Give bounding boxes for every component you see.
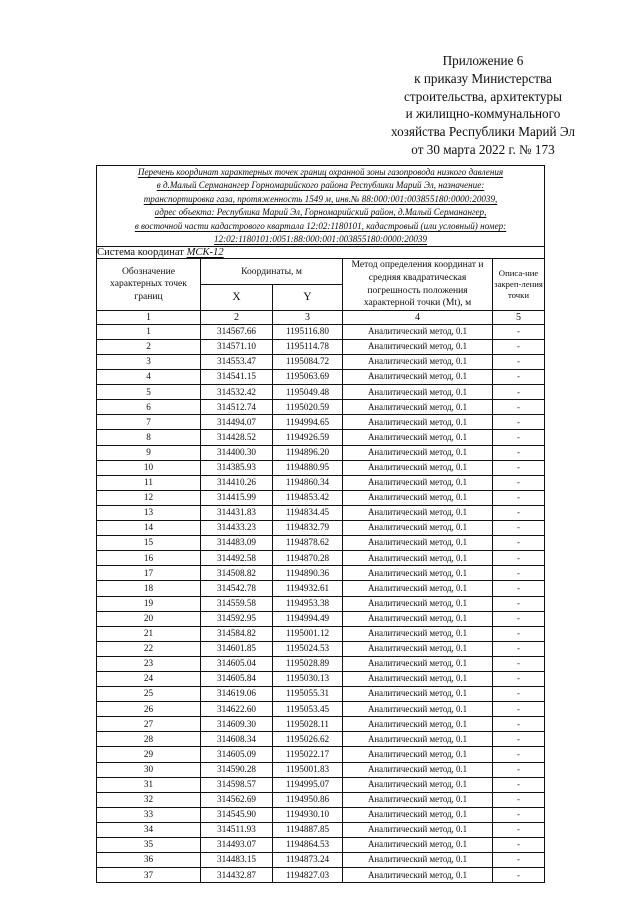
table-row	[97, 807, 545, 822]
table-body	[97, 324, 545, 882]
cell-method: Аналитический метод, 0.1	[343, 400, 493, 415]
cell-coordinate-x: 314545.90	[201, 807, 273, 822]
title-line-4: адрес объекта: Республика Марий Эл, Горномарийский район, д.Малый Серманангер,	[154, 207, 487, 218]
cell-point-number: 18	[97, 581, 201, 596]
table-row	[97, 868, 545, 883]
cell-coordinate-x: 314562.69	[201, 792, 273, 807]
table-row	[97, 521, 545, 536]
cell-point-number: 17	[97, 566, 201, 581]
cell-point-number: 32	[97, 792, 201, 807]
cell-method: Аналитический метод, 0.1	[343, 385, 493, 400]
cell-coordinate-y: 1194873.24	[273, 853, 343, 868]
table-row	[97, 732, 545, 747]
cell-coordinate-y: 1194890.36	[273, 566, 343, 581]
cell-method: Аналитический метод, 0.1	[343, 838, 493, 853]
table-row	[97, 445, 545, 460]
table-row	[97, 777, 545, 792]
cell-coordinate-y: 1194832.79	[273, 521, 343, 536]
cell-method: Аналитический метод, 0.1	[343, 626, 493, 641]
cell-point-number: 34	[97, 822, 201, 837]
cell-description: -	[493, 445, 545, 460]
cell-method: Аналитический метод, 0.1	[343, 777, 493, 792]
cell-description: -	[493, 732, 545, 747]
cell-method: Аналитический метод, 0.1	[343, 747, 493, 762]
cell-method: Аналитический метод, 0.1	[343, 536, 493, 551]
cell-coordinate-y: 1195028.89	[273, 656, 343, 671]
header-line-ministry-1: строительства, архитектуры	[404, 88, 562, 104]
cell-point-number: 9	[97, 445, 201, 460]
cell-point-number: 1	[97, 324, 201, 339]
header-line-ministry-2: и жилищно-коммунального	[405, 106, 561, 122]
cell-method: Аналитический метод, 0.1	[343, 717, 493, 732]
cell-description: -	[493, 566, 545, 581]
cell-coordinate-y: 1194994.65	[273, 415, 343, 430]
table-row	[97, 400, 545, 415]
cell-point-number: 14	[97, 521, 201, 536]
cell-coordinate-x: 314385.93	[201, 460, 273, 475]
cell-point-number: 20	[97, 611, 201, 626]
cell-point-number: 10	[97, 460, 201, 475]
cell-coordinate-x: 314605.09	[201, 747, 273, 762]
cell-point-number: 30	[97, 762, 201, 777]
cell-coordinate-y: 1195063.69	[273, 370, 343, 385]
cell-coordinate-y: 1194860.34	[273, 475, 343, 490]
table-row	[97, 566, 545, 581]
cell-point-number: 4	[97, 370, 201, 385]
cell-description: -	[493, 536, 545, 551]
column-number-3: 3	[273, 310, 343, 324]
cell-point-number: 11	[97, 475, 201, 490]
header-designation: Обозначение характерных точек границ	[97, 259, 201, 310]
cell-coordinate-y: 1194930.10	[273, 807, 343, 822]
cell-coordinate-y: 1194834.45	[273, 505, 343, 520]
column-number-2: 2	[201, 310, 273, 324]
table-row	[97, 324, 545, 339]
table-row	[97, 475, 545, 490]
cell-description: -	[493, 717, 545, 732]
cell-coordinate-x: 314608.34	[201, 732, 273, 747]
table-row	[97, 355, 545, 370]
cell-coordinate-x: 314542.78	[201, 581, 273, 596]
cell-coordinate-x: 314605.84	[201, 671, 273, 686]
cell-coordinate-y: 1194887.85	[273, 822, 343, 837]
table-row	[97, 551, 545, 566]
table-title-row	[97, 166, 545, 247]
table-row	[97, 385, 545, 400]
cell-method: Аналитический метод, 0.1	[343, 792, 493, 807]
cell-method: Аналитический метод, 0.1	[343, 339, 493, 354]
column-number-4: 4	[343, 310, 493, 324]
cell-description: -	[493, 853, 545, 868]
cell-description: -	[493, 370, 545, 385]
cell-coordinate-x: 314433.23	[201, 521, 273, 536]
coordinates-table	[96, 165, 545, 883]
table-row	[97, 641, 545, 656]
cell-point-number: 19	[97, 596, 201, 611]
cell-method: Аналитический метод, 0.1	[343, 475, 493, 490]
cell-coordinate-x: 314622.60	[201, 702, 273, 717]
cell-point-number: 7	[97, 415, 201, 430]
cell-point-number: 5	[97, 385, 201, 400]
cell-method: Аналитический метод, 0.1	[343, 656, 493, 671]
cell-point-number: 36	[97, 853, 201, 868]
cell-coordinate-x: 314511.93	[201, 822, 273, 837]
column-number-5: 5	[493, 310, 545, 324]
cell-coordinate-x: 314432.87	[201, 868, 273, 883]
cell-description: -	[493, 702, 545, 717]
title-line-5: в восточной части кадастрового квартала 12:02:1180101, кадастровый (или условный) номер:	[134, 220, 507, 231]
table-row	[97, 822, 545, 837]
cell-coordinate-y: 1194995.07	[273, 777, 343, 792]
cell-coordinate-x: 314400.30	[201, 445, 273, 460]
cell-coordinate-x: 314605.04	[201, 656, 273, 671]
coordinate-system-row	[97, 247, 545, 259]
cell-coordinate-x: 314598.57	[201, 777, 273, 792]
cell-description: -	[493, 596, 545, 611]
cell-point-number: 29	[97, 747, 201, 762]
cell-description: -	[493, 521, 545, 536]
cell-coordinate-y: 1194827.03	[273, 868, 343, 883]
table-row	[97, 536, 545, 551]
cell-coordinate-x: 314415.99	[201, 490, 273, 505]
cell-point-number: 27	[97, 717, 201, 732]
cell-description: -	[493, 626, 545, 641]
title-line-6: 12:02:1180101:0051:88:000:001:003855180:0000:20039	[214, 234, 428, 245]
cell-coordinate-y: 1195028.11	[273, 717, 343, 732]
cell-point-number: 33	[97, 807, 201, 822]
cell-point-number: 23	[97, 656, 201, 671]
cell-method: Аналитический метод, 0.1	[343, 596, 493, 611]
table-row	[97, 853, 545, 868]
cell-coordinate-y: 1195020.59	[273, 400, 343, 415]
cell-coordinate-y: 1194953.38	[273, 596, 343, 611]
table-row	[97, 656, 545, 671]
cell-coordinate-x: 314541.15	[201, 370, 273, 385]
table-row	[97, 762, 545, 777]
cell-coordinate-x: 314559.58	[201, 596, 273, 611]
cell-description: -	[493, 792, 545, 807]
header-line-republic: хозяйства Республики Марий Эл	[391, 124, 575, 140]
cell-coordinate-y: 1195030.13	[273, 671, 343, 686]
cell-point-number: 15	[97, 536, 201, 551]
cell-coordinate-x: 314571.10	[201, 339, 273, 354]
cell-coordinate-x: 314592.95	[201, 611, 273, 626]
table-row	[97, 687, 545, 702]
cell-description: -	[493, 324, 545, 339]
document-header-block	[352, 52, 614, 159]
table-row	[97, 415, 545, 430]
cell-method: Аналитический метод, 0.1	[343, 732, 493, 747]
cell-method: Аналитический метод, 0.1	[343, 641, 493, 656]
cell-method: Аналитический метод, 0.1	[343, 671, 493, 686]
cell-point-number: 12	[97, 490, 201, 505]
header-coordinates-group: Координаты, м	[201, 259, 343, 285]
cell-method: Аналитический метод, 0.1	[343, 355, 493, 370]
coordinate-system-label: Система координат	[97, 247, 184, 259]
title-line-3: транспортировка газа, протяженность 1549 м, инв.№ 88:000:001:003855180:0000:20039,	[143, 193, 498, 204]
cell-description: -	[493, 822, 545, 837]
table-row	[97, 460, 545, 475]
cell-coordinate-x: 314428.52	[201, 430, 273, 445]
cell-coordinate-x: 314483.15	[201, 853, 273, 868]
cell-description: -	[493, 475, 545, 490]
table-row	[97, 626, 545, 641]
cell-method: Аналитический метод, 0.1	[343, 566, 493, 581]
cell-coordinate-x: 314431.83	[201, 505, 273, 520]
coordinate-system-value: МСК-12	[186, 247, 224, 259]
cell-method: Аналитический метод, 0.1	[343, 853, 493, 868]
cell-point-number: 31	[97, 777, 201, 792]
table-row	[97, 490, 545, 505]
cell-method: Аналитический метод, 0.1	[343, 430, 493, 445]
cell-method: Аналитический метод, 0.1	[343, 581, 493, 596]
cell-coordinate-x: 314609.30	[201, 717, 273, 732]
title-line-1: Перечень координат характерных точек границ охранной зоны газопровода низкого давления	[137, 167, 504, 177]
cell-point-number: 8	[97, 430, 201, 445]
table-row	[97, 430, 545, 445]
cell-description: -	[493, 671, 545, 686]
cell-coordinate-x: 314553.47	[201, 355, 273, 370]
table-row	[97, 370, 545, 385]
cell-point-number: 13	[97, 505, 201, 520]
cell-coordinate-x: 314601.85	[201, 641, 273, 656]
cell-description: -	[493, 762, 545, 777]
cell-coordinate-y: 1195024.53	[273, 641, 343, 656]
header-x: X	[201, 285, 273, 311]
table-row	[97, 838, 545, 853]
table-title-cell	[97, 166, 545, 247]
cell-coordinate-x: 314619.06	[201, 687, 273, 702]
cell-description: -	[493, 490, 545, 505]
table-row	[97, 339, 545, 354]
table-row	[97, 505, 545, 520]
cell-method: Аналитический метод, 0.1	[343, 822, 493, 837]
cell-method: Аналитический метод, 0.1	[343, 415, 493, 430]
cell-coordinate-y: 1194878.62	[273, 536, 343, 551]
header-y: Y	[273, 285, 343, 311]
cell-method: Аналитический метод, 0.1	[343, 370, 493, 385]
table-row	[97, 671, 545, 686]
cell-description: -	[493, 430, 545, 445]
cell-method: Аналитический метод, 0.1	[343, 687, 493, 702]
header-description: Описа-ние закреп-ления точки	[493, 259, 545, 310]
cell-coordinate-y: 1194994.49	[273, 611, 343, 626]
cell-point-number: 22	[97, 641, 201, 656]
cell-coordinate-x: 314532.42	[201, 385, 273, 400]
cell-method: Аналитический метод, 0.1	[343, 868, 493, 883]
cell-coordinate-x: 314410.26	[201, 475, 273, 490]
cell-description: -	[493, 838, 545, 853]
cell-point-number: 24	[97, 671, 201, 686]
cell-coordinate-y: 1194880.95	[273, 460, 343, 475]
cell-method: Аналитический метод, 0.1	[343, 505, 493, 520]
cell-description: -	[493, 641, 545, 656]
cell-method: Аналитический метод, 0.1	[343, 551, 493, 566]
cell-description: -	[493, 868, 545, 883]
cell-point-number: 35	[97, 838, 201, 853]
cell-point-number: 21	[97, 626, 201, 641]
header-method: Метод определения координат и средняя квадратическая погрешность положения характерной точки (Mt), м	[343, 259, 493, 310]
cell-description: -	[493, 777, 545, 792]
cell-coordinate-y: 1194896.20	[273, 445, 343, 460]
cell-coordinate-y: 1195084.72	[273, 355, 343, 370]
cell-method: Аналитический метод, 0.1	[343, 445, 493, 460]
cell-method: Аналитический метод, 0.1	[343, 807, 493, 822]
cell-point-number: 25	[97, 687, 201, 702]
cell-coordinate-y: 1195049.48	[273, 385, 343, 400]
cell-coordinate-y: 1195001.12	[273, 626, 343, 641]
cell-coordinate-y: 1195055.31	[273, 687, 343, 702]
cell-coordinate-y: 1195022.17	[273, 747, 343, 762]
cell-point-number: 16	[97, 551, 201, 566]
table-row	[97, 747, 545, 762]
title-line-2: в д.Малый Серманангер Горномарийского района Республики Марий Эл, назначение:	[156, 180, 485, 191]
table-row	[97, 581, 545, 596]
cell-description: -	[493, 415, 545, 430]
cell-coordinate-x: 314584.82	[201, 626, 273, 641]
header-line-appendix: Приложение 6	[442, 53, 524, 68]
cell-description: -	[493, 581, 545, 596]
cell-coordinate-y: 1195114.78	[273, 339, 343, 354]
cell-description: -	[493, 339, 545, 354]
cell-description: -	[493, 807, 545, 822]
cell-point-number: 3	[97, 355, 201, 370]
cell-coordinate-x: 314492.58	[201, 551, 273, 566]
cell-method: Аналитический метод, 0.1	[343, 521, 493, 536]
cell-description: -	[493, 656, 545, 671]
cell-coordinate-y: 1194864.53	[273, 838, 343, 853]
cell-point-number: 28	[97, 732, 201, 747]
cell-coordinate-x: 314483.09	[201, 536, 273, 551]
cell-method: Аналитический метод, 0.1	[343, 490, 493, 505]
cell-coordinate-y: 1195026.62	[273, 732, 343, 747]
cell-coordinate-y: 1195053.45	[273, 702, 343, 717]
cell-description: -	[493, 460, 545, 475]
cell-coordinate-y: 1194853.42	[273, 490, 343, 505]
table-row	[97, 717, 545, 732]
table-row	[97, 596, 545, 611]
cell-coordinate-x: 314493.07	[201, 838, 273, 853]
cell-point-number: 6	[97, 400, 201, 415]
cell-coordinate-x: 314508.82	[201, 566, 273, 581]
cell-description: -	[493, 505, 545, 520]
cell-method: Аналитический метод, 0.1	[343, 611, 493, 626]
cell-coordinate-y: 1194932.61	[273, 581, 343, 596]
cell-coordinate-x: 314494.07	[201, 415, 273, 430]
coordinate-system-cell	[97, 247, 545, 259]
header-line-order: к приказу Министерства	[414, 70, 552, 86]
cell-coordinate-y: 1195116.80	[273, 324, 343, 339]
cell-method: Аналитический метод, 0.1	[343, 762, 493, 777]
table-row	[97, 792, 545, 807]
cell-point-number: 26	[97, 702, 201, 717]
cell-coordinate-y: 1194870.28	[273, 551, 343, 566]
coordinates-table-wrapper	[96, 165, 544, 883]
cell-coordinate-y: 1194950.86	[273, 792, 343, 807]
cell-method: Аналитический метод, 0.1	[343, 324, 493, 339]
cell-point-number: 37	[97, 868, 201, 883]
cell-method: Аналитический метод, 0.1	[343, 702, 493, 717]
cell-description: -	[493, 355, 545, 370]
cell-method: Аналитический метод, 0.1	[343, 460, 493, 475]
table-row	[97, 702, 545, 717]
table-column-number-row	[97, 310, 545, 324]
column-number-1: 1	[97, 310, 201, 324]
cell-coordinate-y: 1195001.83	[273, 762, 343, 777]
cell-description: -	[493, 747, 545, 762]
cell-description: -	[493, 611, 545, 626]
cell-description: -	[493, 687, 545, 702]
cell-description: -	[493, 385, 545, 400]
cell-coordinate-x: 314512.74	[201, 400, 273, 415]
cell-description: -	[493, 400, 545, 415]
cell-point-number: 2	[97, 339, 201, 354]
table-header-row-1	[97, 259, 545, 285]
cell-description: -	[493, 551, 545, 566]
header-line-date-number: от 30 марта 2022 г. № 173	[411, 141, 555, 157]
cell-coordinate-y: 1194926.59	[273, 430, 343, 445]
cell-coordinate-x: 314590.28	[201, 762, 273, 777]
table-row	[97, 611, 545, 626]
cell-coordinate-x: 314567.66	[201, 324, 273, 339]
